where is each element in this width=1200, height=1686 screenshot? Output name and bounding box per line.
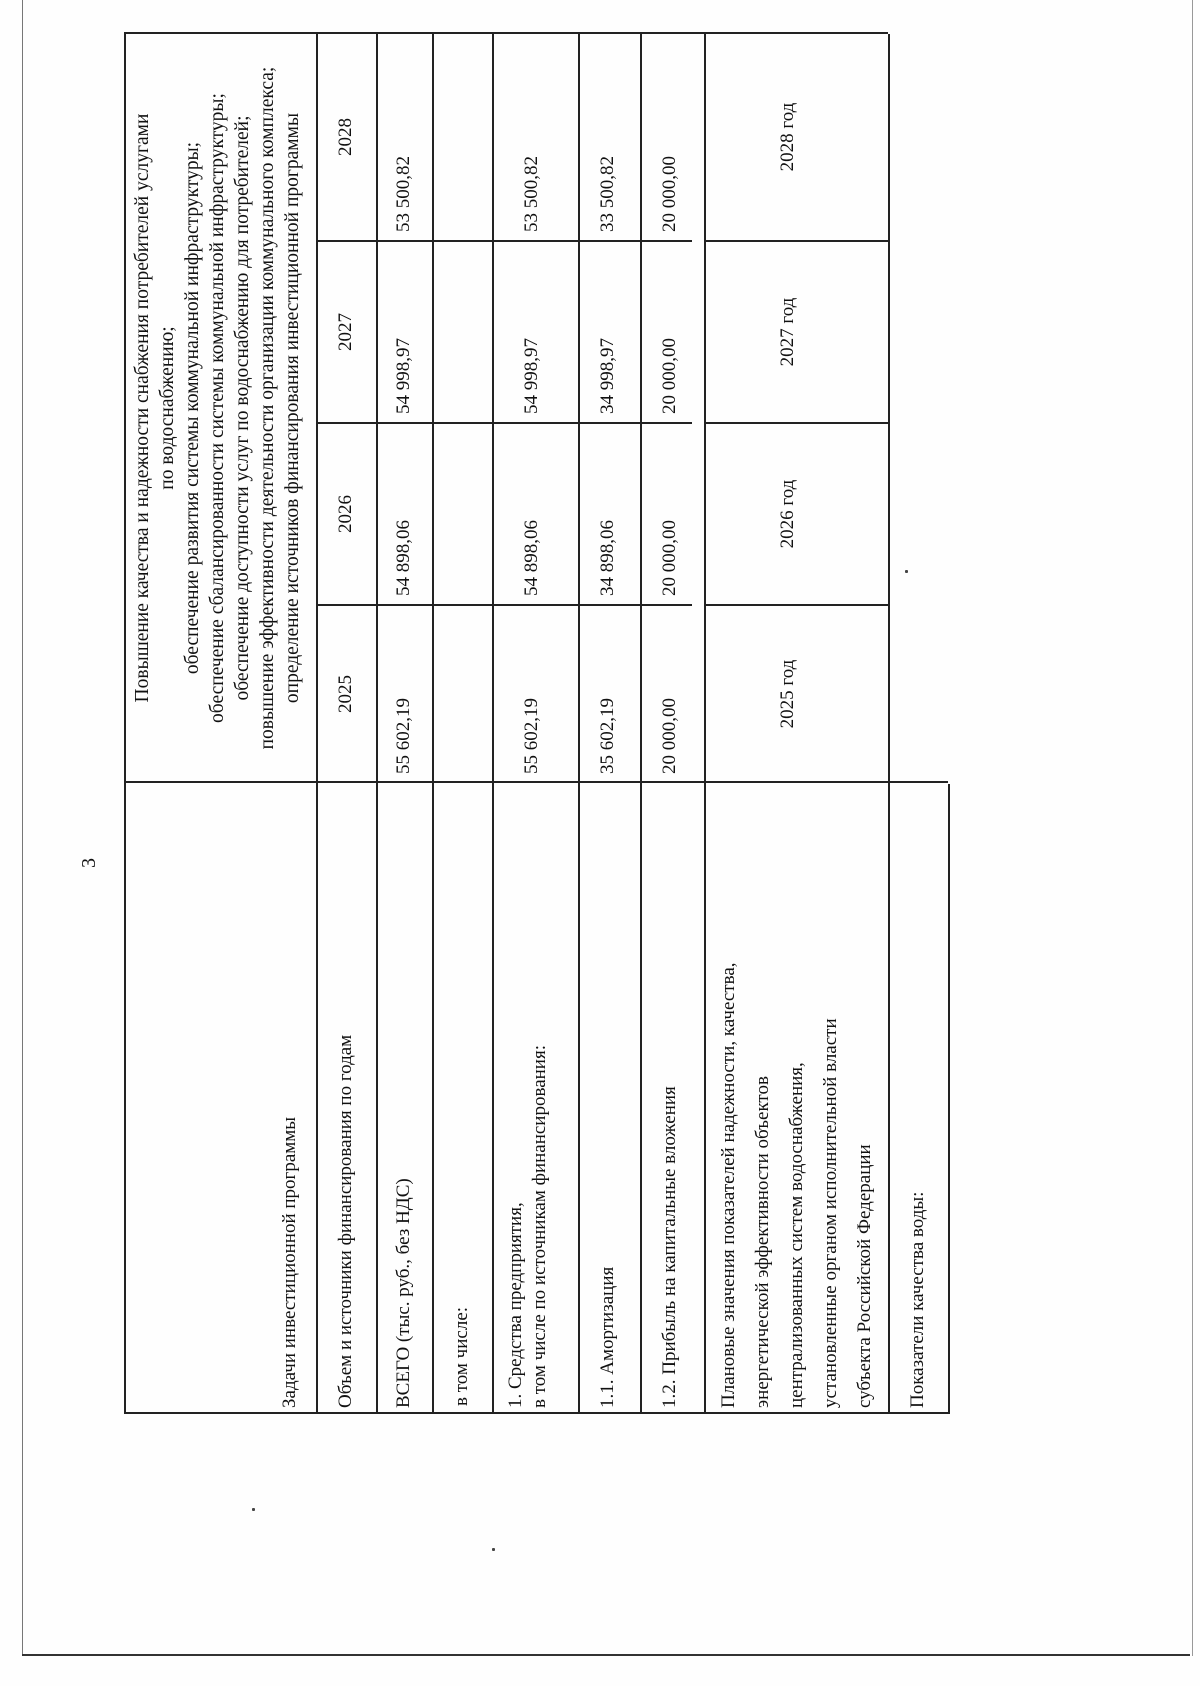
tasks-text [130,40,305,776]
table-divider [124,782,948,784]
table-line [888,34,890,1414]
label-line: энергетической эффективности объектов [752,1076,773,1408]
year-2026: 2026 [335,495,356,533]
tasks-line: Повышение качества и надежности снабжения потребителей услугами [132,113,153,703]
amortization-2026: 34 898,06 [597,520,618,596]
tasks-line: обеспечение доступности услуг по водоснабжению для потребителей; [232,115,253,701]
label-indicators [712,788,882,1408]
label-water-quality: Показатели качества воды: [907,1191,928,1408]
enterprise-2026: 54 898,06 [521,520,542,596]
profit-2026: 20 000,00 [659,520,680,596]
table-divider [316,241,692,243]
table-border-top [124,34,126,1414]
profit-2025: 20 000,00 [659,698,680,774]
indicator-year-2026: 2026 год [777,479,798,549]
tasks-line: повышение эффективности деятельности организации коммунального комплекса; [257,66,278,750]
indicator-year-2028: 2028 год [777,102,798,172]
tasks-line: по водоснабжению; [157,326,178,490]
label-funding: Объем и источники финансирования по годам [335,1034,356,1408]
profit-2027: 20 000,00 [659,338,680,414]
table-border-bottom [948,784,950,1414]
profit-2028: 20 000,00 [659,156,680,232]
year-2027: 2027 [335,313,356,351]
label-amortization: 1.1. Амортизация [597,1266,618,1408]
tasks-line: определение источников финансирования инвестиционной программы [282,112,303,704]
indicator-year-2027: 2027 год [777,297,798,367]
year-2025: 2025 [335,675,356,713]
total-2025: 55 602,19 [393,698,414,774]
enterprise-2027: 54 998,97 [521,338,542,414]
year-2028: 2028 [335,118,356,156]
table-divider [316,605,692,607]
tasks-line: обеспечение развития системы коммунальной инфраструктуры; [182,141,203,675]
label-profit: 1.2. Прибыль на капитальные вложения [659,1086,680,1408]
label-enterprise-funds [504,788,552,1408]
total-2027: 54 998,97 [393,338,414,414]
label-line: Плановые значения показателей надежности, качества, [718,962,739,1408]
label-including: в том числе: [451,1306,472,1406]
enterprise-2025: 55 602,19 [521,698,542,774]
amortization-2028: 33 500,82 [597,156,618,232]
indicator-year-2025: 2025 год [777,659,798,729]
amortization-2025: 35 602,19 [597,698,618,774]
label-line: установленные органом исполнительной власти [820,1018,841,1408]
table-border-right [124,33,888,35]
amortization-2027: 34 998,97 [597,338,618,414]
label-line: централизованных систем водоснабжения, [786,1062,807,1408]
table-divider [316,423,692,425]
page-number: 3 [78,858,100,868]
table-border-left [124,1413,948,1415]
total-2028: 53 500,82 [393,156,414,232]
enterprise-2028: 53 500,82 [521,156,542,232]
label-line: субъекта Российской Федерации [854,1144,875,1408]
tasks-line: обеспечение сбалансированности системы коммунальной инфраструктуры; [207,93,228,723]
total-2026: 54 898,06 [393,520,414,596]
label-line: 1. Средства предприятия, [505,1202,526,1408]
label-total: ВСЕГО (тыс. руб., без НДС) [393,1178,414,1408]
label-tasks: Задачи инвестиционной программы [279,1116,300,1408]
label-line: в том числе по источникам финансирования: [528,1045,550,1408]
